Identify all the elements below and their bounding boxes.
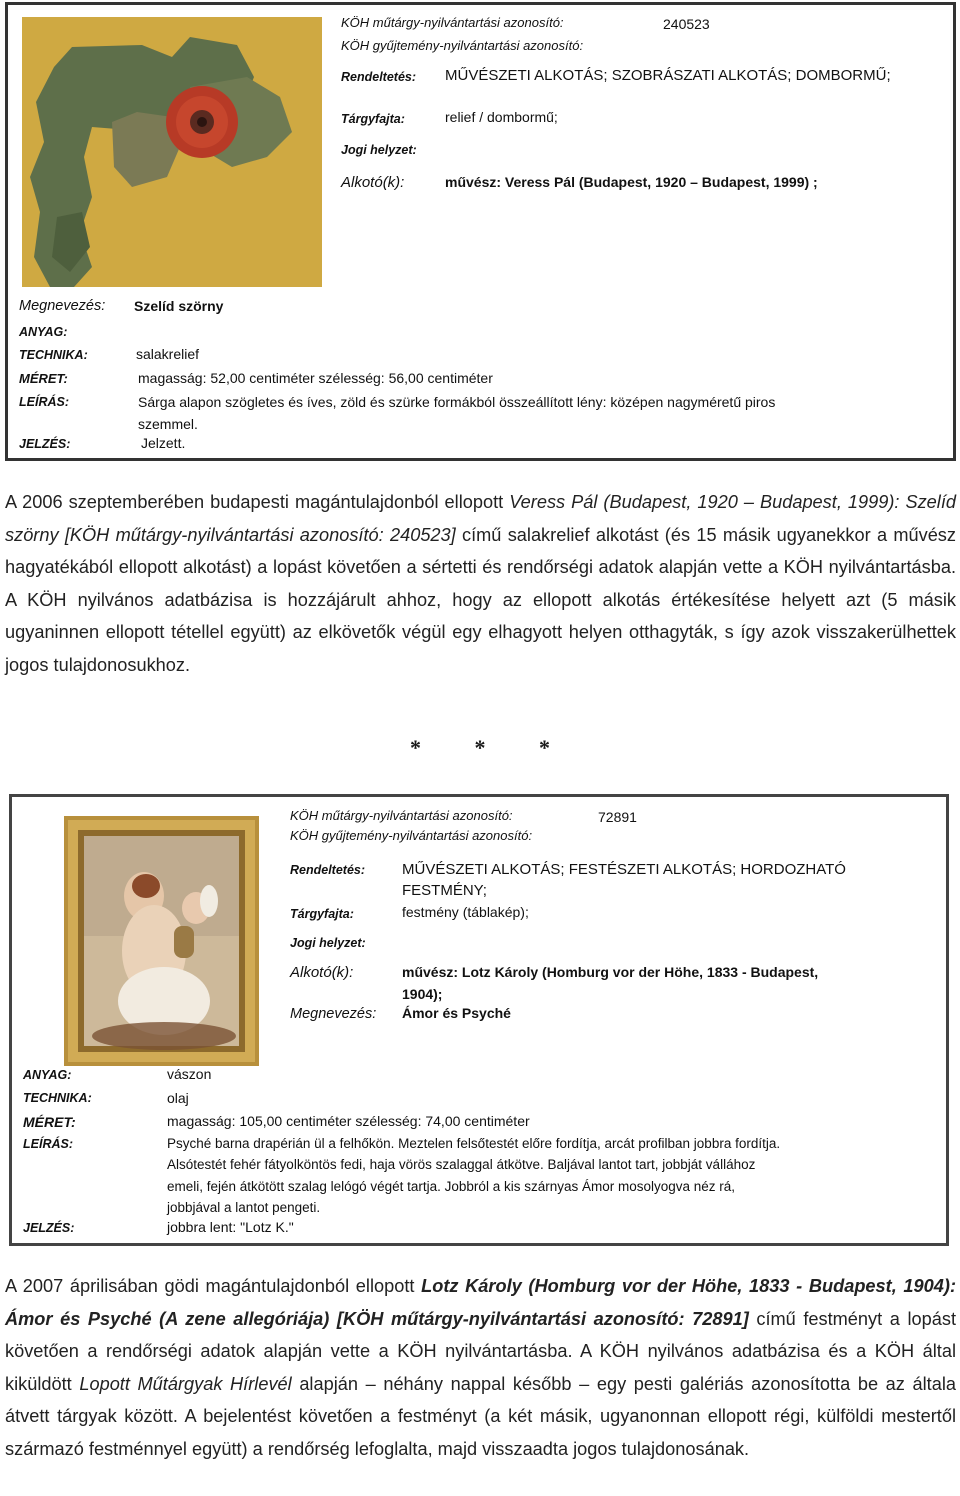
meret-value: magasság: 52,00 centiméter szélesség: 56,00 centiméter bbox=[138, 370, 493, 386]
targyfajta-value: relief / dombormű; bbox=[445, 109, 558, 125]
meret-label: MÉRET: bbox=[19, 371, 68, 386]
leiras-2-line-3: emeli, fején átkötött szalag lelógó végét tartja. Jobbról a kis szárnyas Ámor mosolyogva néz rá, bbox=[167, 1179, 736, 1194]
alkoto-value: művész: Veress Pál (Budapest, 1920 – Budapest, 1999) ; bbox=[445, 174, 818, 190]
paragraph-2-text-c: alapján – néhány nappal később – egy pesti galériás azonosította be az általa átvett tárgyak között. A bejelentést követően a festményt (a két másik, ugyanonnan ellopott régi, külföldi mestertől származó festménnyel együtt) a rendőrség lefoglalta, majd visszaadta jogos tulajdonosának. bbox=[5, 1373, 956, 1459]
rendeltetes-value-2a: MŰVÉSZETI ALKOTÁS; FESTÉSZETI ALKOTÁS; HORDOZHATÓ bbox=[402, 861, 846, 878]
koh-id-label-2: KÖH műtárgy-nyilvántartási azonosító: bbox=[290, 808, 513, 823]
rendeltetes-value-2b: FESTMÉNY; bbox=[402, 882, 487, 899]
paragraph-1-text-b: című salakrelief alkotást (és 15 másik ugyanekkor a művész hagyatékából ellopott alkotást) a lopást követően a sértetti és rendőrségi adatok alapján vette a KÖH nyilvántartásba. A KÖH nyilvános adatbázisa is hozzájárult ahhoz, hogy az ellopott alkotás értékesítése helyett azt (5 másik ugyaninnen ellopott tétellel együtt) az elkövetők végül egy elhagyott helyen otthagyták, s így azok visszakerülhettek jogos tulajdonosukhoz. bbox=[5, 524, 956, 675]
alkoto-value-2b: 1904); bbox=[402, 986, 443, 1002]
rendeltetes-label: Rendeltetés: bbox=[341, 70, 417, 84]
alkoto-value-2a: művész: Lotz Károly (Homburg vor der Höhe, 1833 - Budapest, bbox=[402, 964, 819, 980]
rendeltetes-value: MŰVÉSZETI ALKOTÁS; SZOBRÁSZATI ALKOTÁS; DOMBORMŰ; bbox=[445, 67, 891, 84]
anyag-label-2: ANYAG: bbox=[23, 1068, 72, 1082]
megnevezes-value-2: Ámor és Psyché bbox=[402, 1005, 511, 1021]
leiras-2-line-1: Psyché barna drapérián ül a felhőkön. Meztelen felsőtestét előre fordítja, arcát profilban jobbra fordítja. bbox=[167, 1136, 781, 1151]
paragraph-2-artwork-ref: Lotz Károly (Homburg vor der Höhe, 1833 - Budapest, 1904): Ámor és Psyché (A zene allegóriája) [KÖH műtárgy-nyilvántartási azonosító: 72891] bbox=[5, 1276, 956, 1329]
koh-coll-label: KÖH gyűjtemény-nyilvántartási azonosító: bbox=[341, 38, 584, 53]
jogi-helyzet-label-2: Jogi helyzet: bbox=[290, 936, 366, 950]
meret-label-2: MÉRET: bbox=[23, 1114, 76, 1130]
technika-label: TECHNIKA: bbox=[19, 348, 88, 362]
anyag-label: ANYAG: bbox=[19, 325, 68, 339]
painting-image bbox=[64, 816, 259, 1066]
koh-coll-label-2: KÖH gyűjtemény-nyilvántartási azonosító: bbox=[290, 828, 533, 843]
paragraph-2-text-b: című festményt a lopást követően a rendőrségi adatok alapján vette a KÖH nyilvántartásba. A KÖH nyilvános adatbázisa és a KÖH által kiküldött bbox=[5, 1308, 956, 1394]
koh-id-value-2: 72891 bbox=[598, 809, 637, 825]
megnevezes-value: Szelíd szörny bbox=[134, 298, 224, 314]
paragraph-1-artwork-ref: Veress Pál (Budapest, 1920 – Budapest, 1999): Szelíd szörny [KÖH műtárgy-nyilvántartási azonosító: 240523] bbox=[5, 492, 956, 545]
paragraph-lotz bbox=[5, 1270, 956, 1465]
megnevezes-label: Megnevezés: bbox=[19, 298, 106, 314]
leiras-label-2: LEÍRÁS: bbox=[23, 1137, 73, 1151]
technika-value-2: olaj bbox=[167, 1090, 189, 1106]
paragraph-1-text-a: A 2006 szeptemberében budapesti magántulajdonból ellopott bbox=[5, 492, 510, 512]
jelzes-value: Jelzett. bbox=[141, 435, 186, 451]
jelzes-value-2: jobbra lent: "Lotz K." bbox=[167, 1219, 294, 1235]
targyfajta-label: Tárgyfajta: bbox=[341, 112, 405, 126]
targyfajta-value-2: festmény (táblakép); bbox=[402, 904, 529, 920]
jelzes-label-2: JELZÉS: bbox=[23, 1221, 75, 1235]
paragraph-2-text-a: A 2007 áprilisában gödi magántulajdonból ellopott bbox=[5, 1276, 422, 1296]
record-card-lotz bbox=[9, 794, 949, 1246]
leiras-2-line-4: jobbjával a lantot pengeti. bbox=[167, 1200, 321, 1215]
meret-value-2: magasság: 105,00 centiméter szélesség: 74,00 centiméter bbox=[167, 1113, 530, 1129]
jogi-helyzet-label: Jogi helyzet: bbox=[341, 143, 417, 157]
jelzes-label: JELZÉS: bbox=[19, 437, 71, 451]
koh-id-label: KÖH műtárgy-nyilvántartási azonosító: bbox=[341, 15, 564, 30]
leiras-line-2: szemmel. bbox=[138, 416, 198, 432]
section-separator: * * * bbox=[410, 735, 550, 760]
anyag-value-2: vászon bbox=[167, 1066, 212, 1082]
rendeltetes-label-2: Rendeltetés: bbox=[290, 863, 366, 877]
relief-image bbox=[22, 17, 322, 287]
technika-label-2: TECHNIKA: bbox=[23, 1091, 92, 1105]
leiras-label: LEÍRÁS: bbox=[19, 395, 69, 409]
leiras-2-line-2: Alsótestét fehér fátyolköntös fedi, haja vörös szalaggal átkötve. Baljával lantot tart, jobbját vállához bbox=[167, 1157, 756, 1172]
paragraph-veress bbox=[5, 486, 956, 681]
koh-id-value: 240523 bbox=[663, 16, 710, 32]
technika-value: salakrelief bbox=[136, 346, 200, 362]
megnevezes-label-2: Megnevezés: bbox=[290, 1006, 377, 1022]
alkoto-label: Alkotó(k): bbox=[341, 174, 405, 191]
targyfajta-label-2: Tárgyfajta: bbox=[290, 907, 354, 921]
paragraph-2-newsletter-ref: Lopott Műtárgyak Hírlevél bbox=[79, 1373, 292, 1394]
record-card-veress bbox=[5, 2, 956, 461]
leiras-line-1: Sárga alapon szögletes és íves, zöld és szürke formákból összeállított lény: középen nagyméretű piros bbox=[138, 394, 776, 410]
alkoto-label-2: Alkotó(k): bbox=[290, 964, 354, 981]
